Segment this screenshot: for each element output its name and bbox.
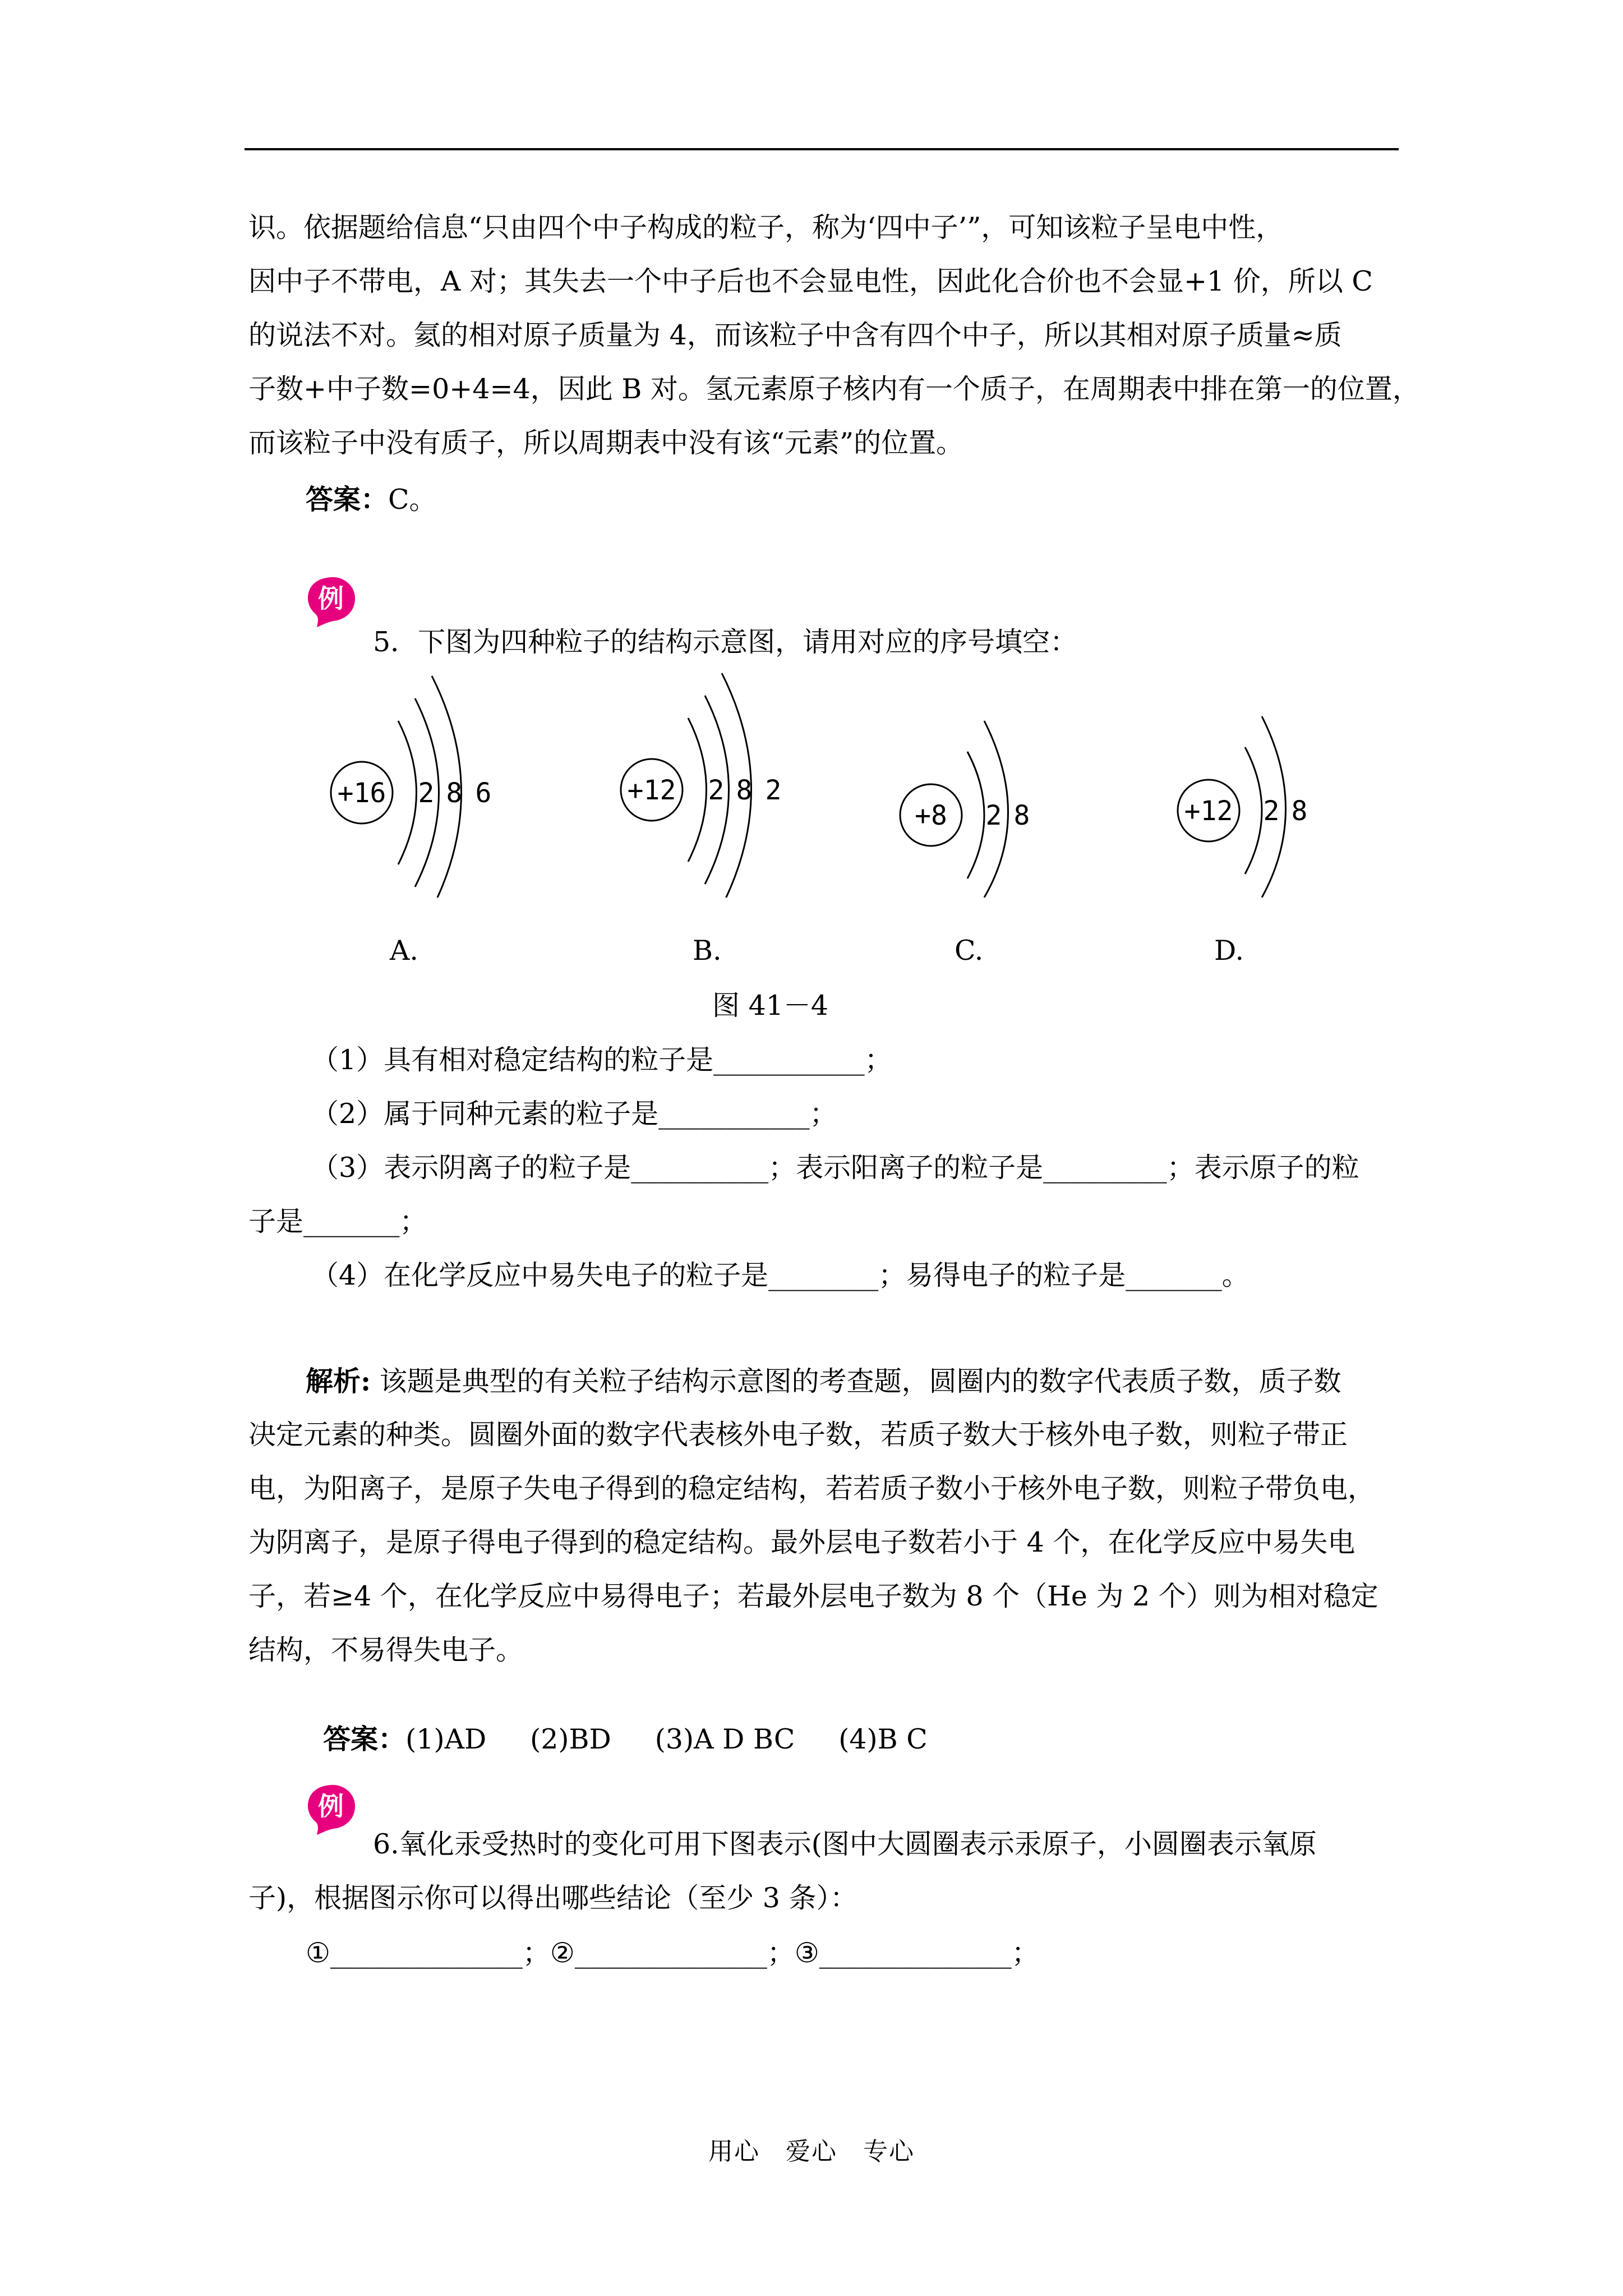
atom-a-label: A. [390,935,418,967]
intro-line-1: 识。依据题给信息“只由四个中子构成的粒子，称为‘四中子’”，可知该粒子呈电中性， [248,211,1284,243]
example5-answer [306,1688,928,1756]
example6-question-2: 子)，根据图示你可以得出哪些结论（至少 3 条）： [248,1882,857,1914]
atom-d-shell-1: 2 [1263,795,1280,827]
analysis-line-6: 结构，不易得失电子。 [248,1634,524,1666]
sub-question-4: （4）在化学反应中易失电子的粒子是________；易得电子的粒子是_______。 [311,1259,1249,1291]
analysis-line-3: 电，为阳离子，是原子失电子得到的稳定结构，若若质子数小于核外电子数，则粒子带负电， [248,1473,1376,1504]
atom-d-shell-2: 8 [1291,795,1308,827]
atom-b-shell-3: 2 [765,775,782,806]
example-badge-text: 例 [318,583,344,614]
atom-d [1178,716,1307,898]
example5-question: 5．下图为四种粒子的结构示意图，请用对应的序号填空： [373,626,1078,658]
analysis-line-4: 为阴离子，是原子得电子得到的稳定结构。最外层电子数若小于 4 个，在化学反应中易失电 [248,1526,1355,1558]
example6-question-1: 6.氧化汞受热时的变化可用下图表示(图中大圆圈表示汞原子，小圆圈表示氧原 [373,1828,1317,1860]
analysis-label: 解析: [306,1365,371,1397]
answer5-value: (1)AD (2)BD (3)A D BC (4)B C [405,1723,928,1755]
atom-structure-diagram [314,648,1340,898]
atom-a-nucleus: +16 [337,777,386,809]
intro-line-3: 的说法不对。氦的相对原子质量为 4，而该粒子中含有四个中子，所以其相对原子质量≈质 [248,319,1342,351]
atom-c [900,721,1030,898]
atom-c-nucleus: +8 [915,800,947,831]
atom-a-shell-1: 2 [418,777,435,809]
answer-value: C。 [388,484,437,516]
sub-question-2: （2）属于同种元素的粒子是___________； [311,1098,837,1130]
intro-line-5: 而该粒子中没有质子，所以周期表中没有该“元素”的位置。 [248,427,964,459]
atom-a-shell-2: 8 [446,777,463,809]
atom-b-shell-1: 2 [708,775,725,806]
example-badge-icon [305,575,358,628]
atom-a-shell-3: 6 [475,777,492,809]
atom-c-shell-2: 8 [1013,800,1030,831]
analysis-line-2: 决定元素的种类。圆圈外面的数字代表核外电子数，若质子数大于核外电子数，则粒子带正 [248,1419,1348,1451]
atom-b-shell-2: 8 [736,775,753,806]
page-footer: 用心 爱心 专心 [708,2137,915,2166]
example6-badge-text: 例 [318,1791,344,1821]
intro-line-4: 子数+中子数=0+4=4，因此 B 对。氢元素原子核内有一个质子，在周期表中排在第一的位置， [248,373,1420,405]
answer-label: 答案： [306,483,389,516]
analysis-text-1: 该题是典型的有关粒子结构示意图的考查题，圆圈内的数字代表质子数，质子数 [371,1365,1341,1397]
example6-blanks: ①______________；②______________；③______________； [306,1937,1039,1969]
atom-b-label: B. [693,935,722,967]
atom-a [331,676,491,898]
atom-b-nucleus: +12 [627,775,676,806]
answer5-label: 答案： [323,1723,406,1755]
example-badge-icon [305,1783,358,1836]
intro-line-2: 因中子不带电，A 对；其失去一个中子后也不会显电性，因此化合价也不会显+1 价，所以 C [248,265,1373,297]
atom-d-label: D. [1214,935,1244,967]
atom-c-shell-1: 2 [985,800,1002,831]
atom-d-nucleus: +12 [1184,795,1233,827]
atom-b [621,673,781,898]
header-rule [245,148,1399,150]
sub-question-3-cont: 子是_______； [248,1205,427,1237]
analysis-line-1 [306,1364,1341,1398]
analysis-line-5: 子，若≥4 个，在化学反应中易得电子；若最外层电子数为 8 个（He 为 2 个）则为相对稳定 [248,1580,1378,1612]
intro-answer [306,482,437,517]
sub-question-3: （3）表示阴离子的粒子是__________；表示阳离子的粒子是_________；表示原子的粒 [311,1152,1359,1184]
sub-question-1: （1）具有相对稳定结构的粒子是___________； [311,1044,892,1076]
atom-c-label: C. [955,935,984,967]
figure-caption: 图 41－4 [712,990,829,1022]
